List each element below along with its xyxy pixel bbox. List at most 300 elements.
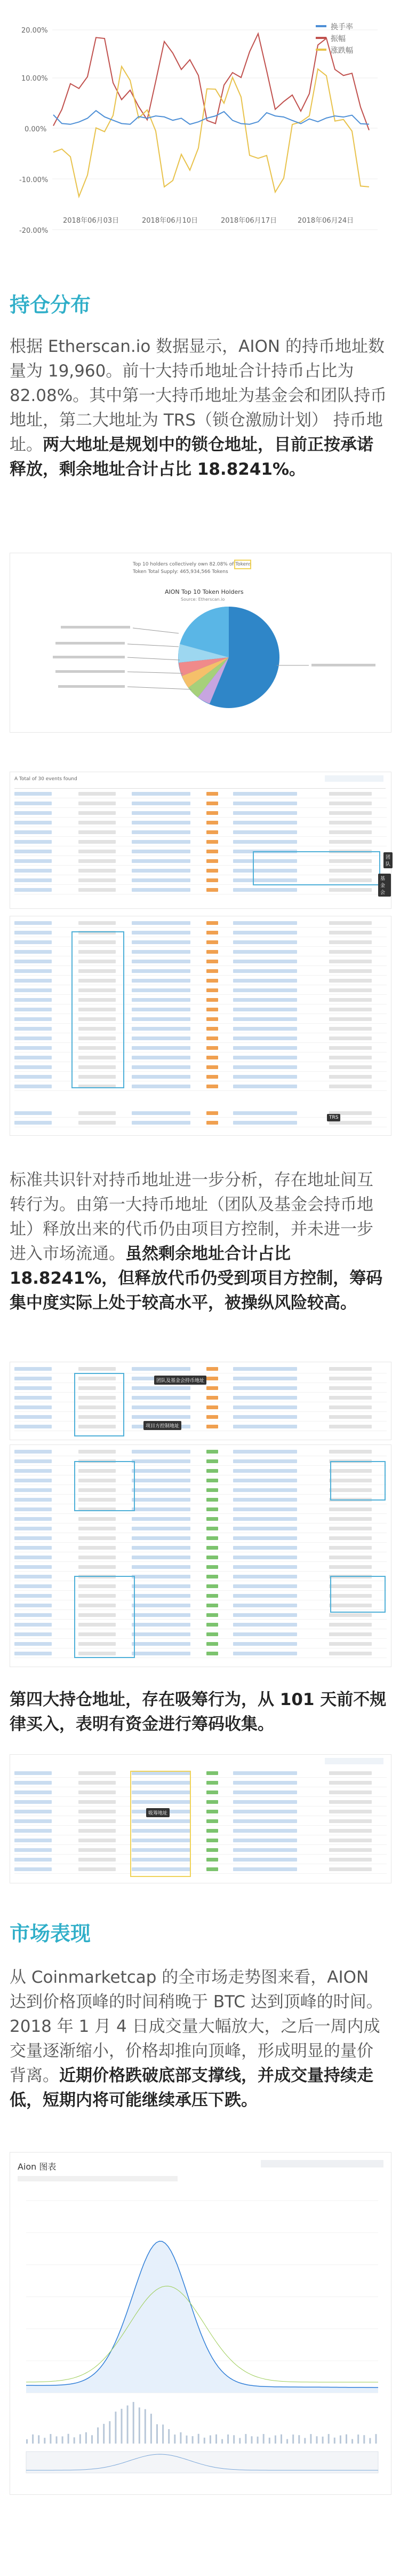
table-cell <box>78 1546 116 1550</box>
table-cell <box>132 1565 190 1569</box>
volume-bar <box>227 2434 229 2444</box>
paragraph-bold: 第四大持仓地址，存在吸筹行为，从 101 天前不规律买入，表明有资金进行筹码收集。 <box>10 1690 387 1734</box>
table-cell <box>14 1056 52 1059</box>
table-row <box>14 1770 387 1778</box>
table-cell <box>78 1819 116 1823</box>
market-paragraph <box>10 1965 389 2112</box>
table-cell <box>329 1819 372 1823</box>
table-cell <box>329 1056 372 1059</box>
table-row <box>14 1847 387 1855</box>
table-cell <box>132 931 190 934</box>
table-cell <box>14 1632 52 1636</box>
table-cell <box>14 792 52 796</box>
table-cell <box>78 859 116 863</box>
table-cell <box>206 792 218 796</box>
table-cell <box>78 888 116 892</box>
table-cell <box>329 979 372 983</box>
highlight-box <box>330 1461 386 1501</box>
table-cell <box>329 998 372 1002</box>
chart-title: Aion 图表 <box>18 2162 57 2172</box>
table-cell <box>206 1613 218 1617</box>
table-cell <box>206 988 218 992</box>
paragraph-text: 从 Coinmarketcap 的全市场走势图来看，AION 达到价格顶峰的时间稍晚于 BTC 达到顶峰的时间。2018 年 1 月 4 日成交量大幅放大，之后一周内成交量逐渐缩小，价格却推向顶峰，形成明显的量价背离。 <box>10 1968 383 2085</box>
volume-bar <box>269 2438 270 2444</box>
table-cell <box>329 921 372 925</box>
y-tick: 20.00% <box>21 27 48 35</box>
table-row <box>14 1506 387 1514</box>
table-cell <box>14 988 52 992</box>
table-cell <box>132 1450 190 1454</box>
table-body <box>10 920 391 1090</box>
volume-bar <box>292 2434 294 2444</box>
pie-note: Token Total Supply: 465,934,566 Tokens <box>133 569 228 575</box>
table-cell <box>132 1536 190 1540</box>
table-cell <box>233 811 297 815</box>
table-cell <box>233 969 297 973</box>
volume-bar <box>50 2434 51 2444</box>
annotation-tag: 项目方控制地址 <box>143 1421 181 1430</box>
annotation-tag: 吸筹地址 <box>146 1808 170 1817</box>
table-cell <box>14 1527 52 1530</box>
holdings-paragraph-3 <box>10 1687 389 1737</box>
table-cell <box>233 1575 297 1578</box>
table-cell <box>206 1085 218 1088</box>
table-cell <box>329 1527 372 1530</box>
volume-bar <box>375 2434 377 2444</box>
table-cell <box>233 821 297 824</box>
table-row <box>14 1404 387 1412</box>
volume-bar <box>245 2434 246 2444</box>
table-cell <box>14 869 52 873</box>
volume-bar <box>121 2409 123 2444</box>
table-cell <box>206 850 218 853</box>
table-cell <box>233 1046 297 1050</box>
table-cell <box>206 979 218 983</box>
volume-bar <box>168 2429 170 2444</box>
table-cell <box>329 830 372 834</box>
table-cell <box>132 792 190 796</box>
table-row <box>14 939 387 947</box>
table-cell <box>132 1546 190 1550</box>
table-row <box>14 1856 387 1864</box>
table-cell <box>206 1017 218 1021</box>
table-cell <box>233 1469 297 1473</box>
table-cell <box>206 1396 218 1400</box>
table-cell <box>14 1517 52 1521</box>
table-cell <box>206 1829 218 1833</box>
table-cell <box>14 850 52 853</box>
volume-bar <box>316 2436 318 2444</box>
table-cell <box>14 1469 52 1473</box>
table-cell <box>206 1479 218 1482</box>
table-cell <box>132 1556 190 1559</box>
table-cell <box>14 1425 52 1428</box>
table-cell <box>233 1367 297 1371</box>
table-row <box>14 1779 387 1787</box>
volume-bar <box>281 2434 282 2444</box>
table-row <box>14 1799 387 1807</box>
table-cell <box>206 1507 218 1511</box>
highlight-box <box>130 1771 191 1877</box>
volume-bar <box>180 2432 181 2444</box>
section-title-holdings: 持仓分布 <box>10 293 91 317</box>
table-cell <box>206 1527 218 1530</box>
table-cell <box>14 1839 52 1842</box>
table-cell <box>132 869 190 873</box>
table-cell <box>132 960 190 963</box>
volume-bar <box>351 2439 353 2444</box>
table-cell <box>14 1546 52 1550</box>
table-cell <box>233 1546 297 1550</box>
table-cell <box>132 1085 190 1088</box>
volume-bar <box>369 2438 371 2444</box>
table-cell <box>206 1111 218 1115</box>
table-cell <box>78 830 116 834</box>
table-cell <box>329 1800 372 1804</box>
table-cell <box>329 1771 372 1775</box>
table-cell <box>206 940 218 944</box>
table-cell <box>206 1839 218 1842</box>
table-cell <box>206 969 218 973</box>
table-cell <box>206 1027 218 1031</box>
table-row <box>14 1827 387 1835</box>
table-cell <box>206 859 218 863</box>
table-cell <box>206 1623 218 1627</box>
volume-bar <box>85 2432 87 2444</box>
table-row <box>14 1640 387 1648</box>
table-cell <box>78 1517 116 1521</box>
table-cell <box>329 1546 372 1550</box>
table-cell <box>329 1036 372 1040</box>
pie-svg <box>10 553 391 732</box>
table-cell <box>206 950 218 954</box>
holdings-paragraph-2 <box>10 1168 389 1315</box>
table-cell <box>206 1415 218 1419</box>
table-cell <box>14 1075 52 1079</box>
volume-bar <box>275 2436 276 2444</box>
table-cell <box>14 1781 52 1785</box>
table-cell <box>206 1800 218 1804</box>
table-cell <box>14 931 52 934</box>
table-cell <box>233 802 297 805</box>
annotation-tag: 团队及基金会持币地址 <box>154 1376 206 1385</box>
table-cell <box>132 859 190 863</box>
table-cell <box>233 1507 297 1511</box>
table-cell <box>233 1450 297 1454</box>
y-tick: 10.00% <box>21 75 48 83</box>
table-cell <box>329 1507 372 1511</box>
volume-bar <box>68 2434 69 2444</box>
table-cell <box>14 1036 52 1040</box>
highlight-box <box>253 851 380 885</box>
table-cell <box>132 1415 190 1419</box>
table-cell <box>206 1781 218 1785</box>
table-cell <box>329 1450 372 1454</box>
annotation-tag: 团队 <box>383 852 393 868</box>
table-cell <box>78 1771 116 1775</box>
volume-bar <box>233 2435 235 2444</box>
table-cell <box>329 1556 372 1559</box>
volume-bar <box>334 2438 335 2444</box>
table-cell <box>132 1594 190 1598</box>
volume-bar <box>304 2438 306 2444</box>
table-cell <box>78 1848 116 1852</box>
table-cell <box>233 1517 297 1521</box>
table-cell <box>78 1450 116 1454</box>
table-row <box>14 968 387 976</box>
volume-bar <box>239 2438 241 2444</box>
y-tick: -20.00% <box>19 227 49 235</box>
table-row <box>14 1515 387 1523</box>
table-cell <box>233 840 297 844</box>
table-cell <box>233 1085 297 1088</box>
table-cell <box>206 869 218 873</box>
table-cell <box>132 1027 190 1031</box>
table-row <box>14 1837 387 1845</box>
table-cell <box>206 878 218 882</box>
table-cell <box>132 811 190 815</box>
table-cell <box>14 1405 52 1409</box>
volume-bar <box>32 2434 34 2444</box>
table-cell <box>233 1810 297 1813</box>
volume-bar <box>26 2439 28 2444</box>
table-cell <box>329 1377 372 1380</box>
legend-item: 换手率 <box>331 23 353 32</box>
table-cell <box>206 1848 218 1852</box>
table-row <box>14 977 387 985</box>
volume-bar <box>174 2434 175 2444</box>
table-cell <box>206 1469 218 1473</box>
paragraph-text: 根据 Etherscan.io 数据显示，AION 的持币地址数量为 19,960。前十大持币地址合计持币占比为 82.08%。其中第一大持币地址为基金会和团队持币地址，第二大地址为 TRS（锁仓激励计划） 持币地址。 <box>10 337 387 454</box>
table-cell <box>78 1121 116 1125</box>
legend-item: 涨跌幅 <box>331 46 353 55</box>
table-cell <box>233 1498 297 1502</box>
table-cell <box>78 1829 116 1833</box>
table-cell <box>14 1046 52 1050</box>
table-cell <box>132 1065 190 1069</box>
table-cell <box>233 1415 297 1419</box>
table-cell <box>78 1839 116 1842</box>
table-row <box>14 1083 387 1091</box>
table-cell <box>233 940 297 944</box>
table-cell <box>206 821 218 824</box>
table-cell <box>78 878 116 882</box>
table-cell <box>132 1623 190 1627</box>
top-legend <box>316 21 380 57</box>
table-cell <box>233 1652 297 1655</box>
table-cell <box>132 969 190 973</box>
table-row <box>14 829 387 837</box>
volume-bar <box>310 2434 311 2444</box>
x-tick: 2018年06月03日 <box>63 217 119 225</box>
table-cell <box>329 988 372 992</box>
table-cell <box>14 1459 52 1463</box>
table-cell <box>206 888 218 892</box>
transfers-table-4 <box>10 1444 391 1667</box>
table-cell <box>329 1027 372 1031</box>
table-cell <box>206 830 218 834</box>
table-cell <box>206 1488 218 1492</box>
table-cell <box>233 1623 297 1627</box>
table-cell <box>14 1771 52 1775</box>
table-row <box>14 987 387 995</box>
table-cell <box>132 1642 190 1646</box>
table-row <box>14 1006 387 1014</box>
table-cell <box>329 1075 372 1079</box>
table-cell <box>132 878 190 882</box>
table-cell <box>233 950 297 954</box>
table-cell <box>132 1479 190 1482</box>
table-cell <box>329 1017 372 1021</box>
table-cell <box>329 802 372 805</box>
volume-bar <box>109 2421 110 2444</box>
transfers-table-2 <box>10 916 391 1136</box>
table-cell <box>78 1536 116 1540</box>
table-cell <box>14 1829 52 1833</box>
table-cell <box>206 1008 218 1011</box>
table-cell <box>329 1367 372 1371</box>
table-cell <box>233 1848 297 1852</box>
table-cell <box>132 1017 190 1021</box>
table-cell <box>14 1377 52 1380</box>
table-cell <box>329 1386 372 1390</box>
table-cell <box>329 1848 372 1852</box>
table-cell <box>233 960 297 963</box>
table-cell <box>329 1858 372 1862</box>
y-tick: -10.00% <box>19 176 49 184</box>
table-cell <box>14 1848 52 1852</box>
volume-bar <box>103 2424 105 2444</box>
table-row <box>14 929 387 937</box>
volume-bar <box>150 2414 152 2444</box>
table-cell <box>14 1652 52 1655</box>
table-cell <box>233 1800 297 1804</box>
volume-bar <box>298 2435 300 2444</box>
table-cell <box>78 1527 116 1530</box>
table-cell <box>233 1527 297 1530</box>
table-cell <box>14 1498 52 1502</box>
table-cell <box>206 1594 218 1598</box>
table-cell <box>132 1075 190 1079</box>
table-cell <box>233 1425 297 1428</box>
table-cell <box>206 1858 218 1862</box>
paragraph-bold: 两大地址是规划中的锁仓地址，目前正按承诺释放，剩余地址合计占比 18.8241%。 <box>10 435 373 479</box>
market-svg <box>10 2153 391 2494</box>
table-row <box>14 1564 387 1572</box>
table-cell <box>329 1065 372 1069</box>
table-row <box>14 1044 387 1053</box>
table-cell <box>329 1652 372 1655</box>
table-cell <box>14 1488 52 1492</box>
table-cell <box>132 1488 190 1492</box>
table-cell <box>233 1111 297 1115</box>
table-cell <box>132 1121 190 1125</box>
volume-bar <box>133 2402 134 2444</box>
table-cell <box>14 1065 52 1069</box>
x-tick: 2018年06月17日 <box>221 217 277 225</box>
table-cell <box>78 802 116 805</box>
table-cell <box>132 1459 190 1463</box>
table-cell <box>206 1819 218 1823</box>
pie-subtitle: Source: Etherscan.io <box>181 597 225 602</box>
volume-bar <box>257 2437 259 2444</box>
table-cell <box>206 1065 218 1069</box>
table-cell <box>78 1781 116 1785</box>
table-cell <box>206 802 218 805</box>
table-cell <box>206 1377 218 1380</box>
paragraph-bold: 虽然剩余地址合计占比 18.8241%，但释放代币仍受到项目方控制，筹码集中度实际上处于较高水平，被操纵风险较高。 <box>10 1244 383 1313</box>
table-cell <box>233 998 297 1002</box>
table-cell <box>206 1584 218 1588</box>
table-row <box>14 1394 387 1402</box>
table-cell <box>132 1584 190 1588</box>
volume-bar <box>328 2434 330 2444</box>
table-cell <box>14 878 52 882</box>
table-cell <box>132 821 190 824</box>
table-cell <box>14 1479 52 1482</box>
table-cell <box>233 830 297 834</box>
table-cell <box>329 1623 372 1627</box>
table-row <box>14 1789 387 1797</box>
table-cell <box>14 859 52 863</box>
table-cell <box>233 792 297 796</box>
highlight-box <box>74 1373 124 1436</box>
table-cell <box>78 811 116 815</box>
table-cell <box>233 1036 297 1040</box>
volume-bar <box>210 2436 211 2444</box>
table-cell <box>206 1367 218 1371</box>
top-chart <box>10 0 390 251</box>
series-line <box>53 66 369 197</box>
table-cell <box>329 1008 372 1011</box>
table-cell <box>329 960 372 963</box>
table-row <box>14 1866 387 1874</box>
table-cell <box>78 1790 116 1794</box>
table-cell <box>206 1771 218 1775</box>
table-cell <box>14 1386 52 1390</box>
table-row <box>14 1554 387 1562</box>
table-cell <box>132 1405 190 1409</box>
table-cell <box>78 850 116 853</box>
volume-bar <box>127 2406 129 2444</box>
table-cell <box>132 1604 190 1607</box>
table-cell <box>206 1536 218 1540</box>
table-cell <box>132 1575 190 1578</box>
market-chart-screenshot <box>10 2152 391 2495</box>
table-cell <box>233 1488 297 1492</box>
table-cell <box>78 1858 116 1862</box>
table-cell <box>14 1396 52 1400</box>
table-cell <box>329 840 372 844</box>
table-cell <box>233 1556 297 1559</box>
annotation-tag: 基金会 <box>378 874 391 897</box>
table-cell <box>233 921 297 925</box>
table-cell <box>14 888 52 892</box>
volume-bar <box>363 2435 365 2444</box>
table-cell <box>132 1396 190 1400</box>
highlight-box <box>74 1461 135 1511</box>
annotation-tag: TRS <box>327 1114 340 1121</box>
table-cell <box>132 940 190 944</box>
table-cell <box>329 1565 372 1569</box>
table-cell <box>233 1386 297 1390</box>
volume-bar <box>38 2435 39 2444</box>
table-cell <box>206 1565 218 1569</box>
table-cell <box>14 840 52 844</box>
table-cell <box>14 1584 52 1588</box>
table-row <box>14 1818 387 1826</box>
table-row <box>14 810 387 818</box>
